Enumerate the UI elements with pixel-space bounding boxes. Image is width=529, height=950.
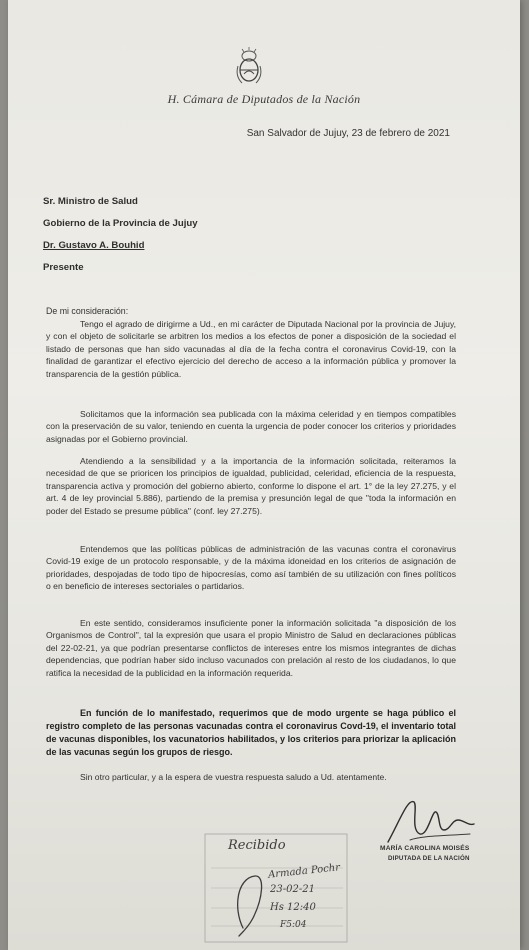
paragraph-4: Entendemos que las políticas públicas de administración de las vacunas contra el coronavirus Covid-19 exige de un protocolo responsable, y de la máxima idoneidad en los criterios de asignación de prioridades, despojadas de todo tipo de hipocresías, como así también de su utilización con fines políticos o en beneficio de intereses sectoriales o partidarios.: [46, 544, 456, 592]
letterhead-chamber-name: H. Cámara de Diputados de la Nación: [167, 92, 361, 106]
paragraph-1: Tengo el agrado de dirigirme a Ud., en mi carácter de Diputada Nacional por la provincia de Jujuy, y con el objeto de solicitarle se arbitren los medios a los efectos de poner a disposición de la sociedad el listado de personas que han sido vacunadas al día de la fecha contra el coronavirus Covid-19, con la finalidad de garantizar el efectivo ejercicio del derecho de acceso a la información pública y promover la transparencia de la gestión pública.: [46, 319, 456, 379]
signatory-role: DIPUTADA DE LA NACIÓN: [388, 855, 470, 862]
recipient-line-3: Dr. Gustavo A. Bouhid: [43, 240, 145, 251]
letter-date: San Salvador de Jujuy, 23 de febrero de 2021: [246, 128, 450, 139]
recipient-line-2: Gobierno de la Provincia de Jujuy: [43, 218, 198, 229]
handwritten-received: Recibido: [228, 838, 286, 853]
handwritten-receipt-extra: F5:04: [280, 920, 307, 930]
handwritten-receipt-date: 23-02-21: [270, 884, 315, 895]
paragraph-3: Atendiendo a la sensibilidad y a la importancia de la información solicitada, reiteramos la necesidad de que se prioricen los principios de igualdad, publicidad, celeridad, eficiencia de la respuesta, transparencia activa y promoción del gobierno abierto, conforme lo dispone el art. 1° de la ley 27.275, y el art. 4 de ley provincial 5.886), partiendo de la premisa y presunción legal de que "toda la información en poder del Estado se presume pública" (conf. ley 27.275).: [46, 456, 456, 516]
recipient-line-1: Sr. Ministro de Salud: [43, 196, 138, 207]
handwritten-receipt-time: Hs 12:40: [270, 902, 316, 913]
paragraph-6-request: En función de lo manifestado, requerimos que de modo urgente se haga público el registro completo de las personas vacunadas contra el coronavirus Covd-19, el inventario total de vacunas disponibles, los vacunatorios habilitados, y los criterios para priorizar la aplicación de las vacunas según los grupos de riesgo.: [46, 708, 456, 757]
paragraph-7-closing: Sin otro particular, y a la espera de vuestra respuesta saludo a Ud. atentamente.: [80, 772, 387, 782]
argentine-coat-of-arms-icon: [234, 46, 264, 86]
letter-page: [8, 0, 520, 950]
handwritten-receiver-name: Armada Pochr: [267, 862, 341, 881]
recipient-line-4: Presente: [43, 262, 84, 273]
salutation: De mi consideración:: [46, 306, 129, 316]
handwritten-signature: [380, 790, 480, 850]
paragraph-5: En este sentido, consideramos insuficiente poner la información solicitada "a disposición de los Organismos de Control", tal la expresión que usara el propio Ministro de Salud en declaraciones públicas del 22-02-21, ya que podrían presentarse conflictos de intereses entre los mismos integrantes de dichas dependencias, que podrían haber sido incluso vacunados con prelación al resto de los ciudadanos, lo que ratifica la necesidad de la publicidad en la información requerida.: [46, 618, 456, 678]
signatory-name: MARÍA CAROLINA MOISÉS: [380, 845, 470, 852]
paragraph-2: Solicitamos que la información sea publicada con la máxima celeridad y en tiempos compatibles con la preservación de su valor, teniendo en cuenta la urgencia de poder conocer los criterios y prioridades asignadas por el Gobierno provincial.: [46, 409, 456, 444]
